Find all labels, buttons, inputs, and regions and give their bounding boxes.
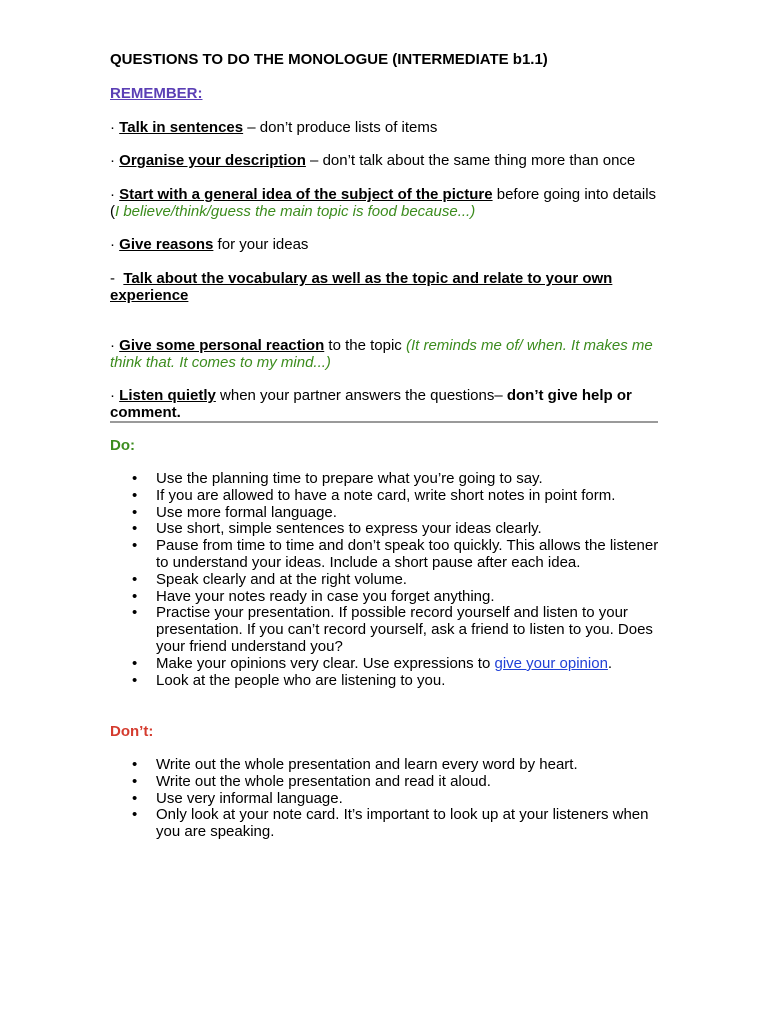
list-item-text: Pause from time to time and don’t speak too quickly. This allows the listener to understand your ideas. Include a short pause after each idea. (156, 537, 659, 571)
horizontal-divider (110, 421, 658, 423)
list-item (110, 505, 660, 522)
bullet-dot: • (132, 537, 138, 555)
list-item-text: Use very informal language. (156, 789, 343, 807)
tip-bold: Give reasons (119, 236, 214, 253)
bullet-mark: · (110, 236, 115, 253)
list-item (110, 572, 660, 589)
bullet-dot: • (132, 520, 138, 538)
bullet-dot: • (132, 470, 138, 487)
list-item (110, 538, 660, 572)
list-item (110, 589, 660, 606)
tip-bold: Listen quietly (119, 387, 216, 404)
bullet-dot: • (132, 604, 138, 622)
list-item-text: Write out the whole presentation and read it aloud. (156, 772, 491, 790)
list-item (110, 757, 660, 774)
bullet-mark: · (110, 119, 115, 136)
list-item-text: Only look at your note card. It’s important to look up at your listeners when you are speaking. (156, 806, 649, 841)
list-item-text: Speak clearly and at the right volume. (156, 570, 407, 588)
tip-example: I believe/think/guess the main topic is food because...) (115, 203, 476, 220)
tip-talk-in-sentences (110, 119, 660, 136)
tip-text: – don’t produce lists of items (243, 119, 438, 136)
bullet-dot: • (132, 756, 138, 773)
bullet-mark: · (110, 337, 115, 354)
list-item (110, 807, 660, 841)
tip-bold: Talk about the vocabulary as well as the topic and relate to your own experience (110, 270, 613, 304)
list-item (110, 471, 660, 488)
bullet-mark: · (110, 186, 115, 203)
tip-personal-reaction (110, 337, 660, 371)
tip-bold: Talk in sentences (119, 119, 244, 136)
tip-bold: Give some personal reaction (119, 337, 325, 354)
tip-vocabulary (110, 270, 650, 304)
list-item-text: Use short, simple sentences to express your ideas clearly. (156, 520, 542, 538)
list-item-text: Make your opinions very clear. Use expressions to (156, 654, 495, 672)
list-item-text: Look at the people who are listening to you. (156, 671, 446, 689)
tip-text: before going into details ( (110, 186, 657, 220)
tip-text: – don’t talk about the same thing more than once (305, 152, 636, 169)
list-item-text: Write out the whole presentation and learn every word by heart. (156, 756, 578, 773)
give-your-opinion-link[interactable]: give your opinion (494, 654, 608, 672)
tip-text: for your ideas (213, 236, 309, 253)
list-item (110, 488, 660, 505)
list-item-text: . (607, 654, 613, 672)
dont-list (110, 757, 660, 841)
page-title: QUESTIONS TO DO THE MONOLOGUE (INTERMEDIATE b1.1) (110, 51, 548, 68)
do-heading: Do: (110, 437, 135, 454)
bullet-dot: • (132, 806, 138, 824)
bullet-dot: • (132, 789, 138, 807)
list-item-text: Use more formal language. (156, 503, 337, 521)
bullet-mark: · (110, 152, 115, 169)
list-item-text: If you are allowed to have a note card, write short notes in point form. (156, 486, 616, 504)
tip-emphasis: don’t give help or comment. (110, 387, 632, 421)
list-item (110, 656, 660, 673)
dont-heading: Don’t: (110, 723, 154, 740)
list-item (110, 774, 660, 791)
list-item (110, 791, 660, 808)
bullet-dot: • (132, 587, 138, 605)
tip-give-reasons (110, 236, 660, 253)
bullet-dot: • (132, 503, 138, 521)
bullet-dot: • (132, 772, 138, 790)
list-item (110, 673, 660, 690)
remember-heading: REMEMBER: (110, 85, 203, 102)
list-item (110, 521, 660, 538)
bullet-dot: • (132, 654, 138, 672)
dash-mark: - (110, 270, 115, 287)
tip-listen-quietly (110, 387, 660, 421)
bullet-mark: · (110, 387, 115, 404)
tip-general-idea (110, 186, 660, 220)
tip-text: to the topic (324, 337, 406, 354)
list-item-text: Have your notes ready in case you forget anything. (156, 587, 495, 605)
tip-text: when your partner answers the questions– (215, 387, 507, 404)
bullet-dot: • (132, 671, 138, 689)
tip-example: (It reminds me of/ when. It makes me think that. It comes to my mind...) (110, 337, 653, 371)
tip-bold: Organise your description (119, 152, 306, 169)
tip-organise-description (110, 152, 660, 169)
list-item-text: Use the planning time to prepare what you’re going to say. (156, 470, 543, 487)
bullet-dot: • (132, 486, 138, 504)
bullet-dot: • (132, 570, 138, 588)
tip-bold: Start with a general idea of the subject of the picture (119, 186, 493, 203)
list-item (110, 605, 660, 655)
list-item-text: Practise your presentation. If possible record yourself and listen to your presentation. If you can’t record yourself, ask a friend to listen to you. Does your friend understand you? (156, 604, 653, 655)
do-list (110, 471, 660, 689)
